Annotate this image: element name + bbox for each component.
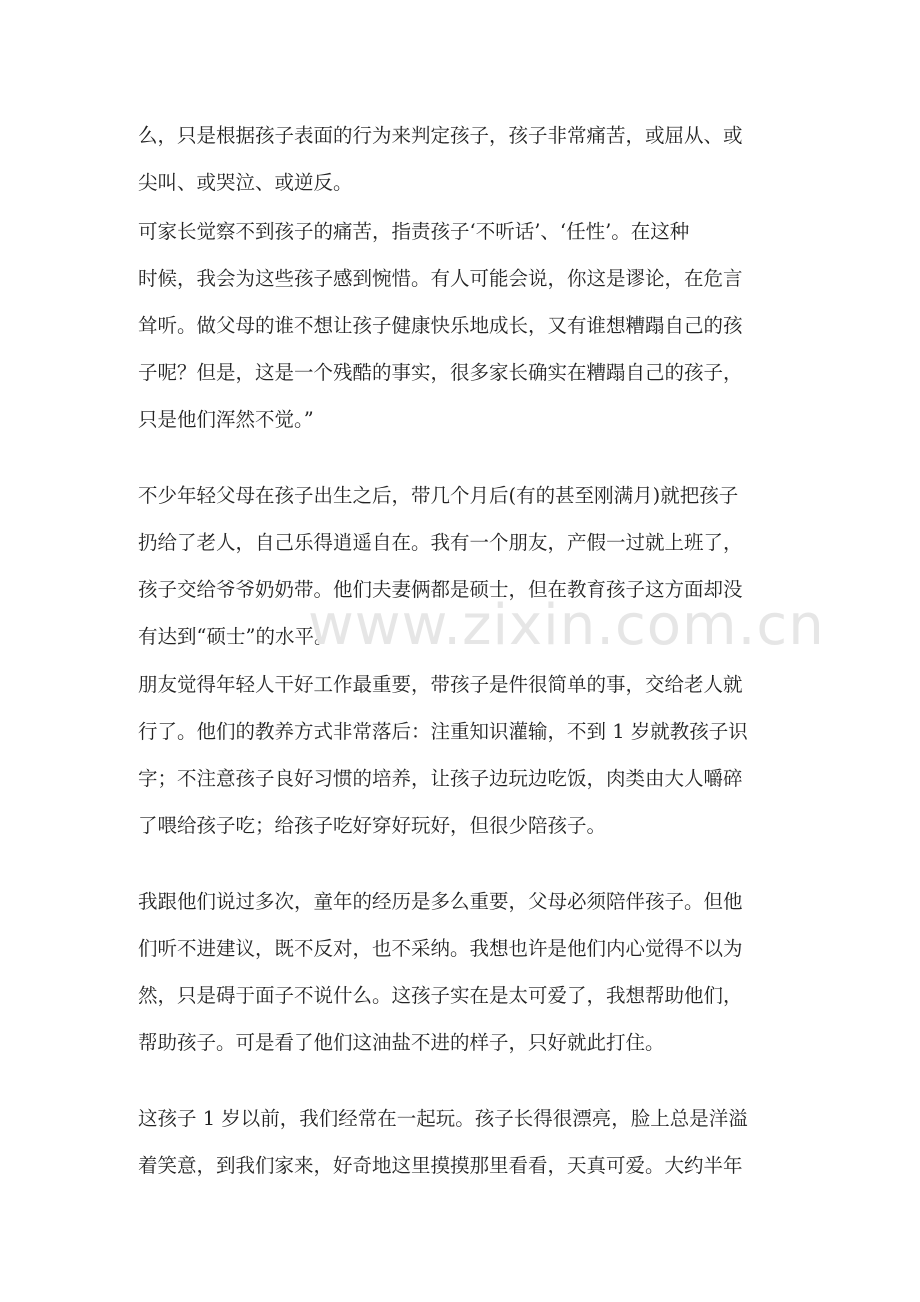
text-line: 然，只是碍于面子不说什么。这孩子实在是太可爱了，我想帮助他们， <box>138 984 743 1007</box>
text-line: 时候，我会为这些孩子感到惋惜。有人可能会说，你这是谬论，在危言 <box>138 267 743 290</box>
text-line: 行了。他们的教养方式非常落后：注重知识灌输，不到 1 岁就教孩子识 <box>138 720 748 743</box>
text-line: 不少年轻父母在孩子出生之后，带几个月后(有的甚至刚满月)就把孩子 <box>138 484 739 507</box>
text-line: 了喂给孩子吃；给孩子吃好穿好玩好，但很少陪孩子。 <box>138 814 607 837</box>
text-line: 我跟他们说过多次，童年的经历是多么重要，父母必须陪伴孩子。但他 <box>138 890 743 913</box>
text-line: 帮助孩子。可是看了他们这油盐不进的样子，只好就此打住。 <box>138 1031 665 1054</box>
text-line: 有达到“硕士”的水平。 <box>138 625 334 648</box>
text-line: 可家长觉察不到孩子的痛苦，指责孩子‘不听话’、‘任性’。在这种 <box>138 220 690 243</box>
text-line: 着笑意，到我们家来，好奇地这里摸摸那里看看，天真可爱。大约半年 <box>138 1154 743 1177</box>
text-line: 朋友觉得年轻人干好工作最重要，带孩子是件很简单的事，交给老人就 <box>138 673 743 696</box>
text-line: 扔给了老人，自己乐得逍遥自在。我有一个朋友，产假一过就上班了， <box>138 531 743 554</box>
text-line: 子呢？但是，这是一个残酷的事实，很多家长确实在糟蹋自己的孩子， <box>138 361 743 384</box>
text-line: 耸听。做父母的谁不想让孩子健康快乐地成长，又有谁想糟蹋自己的孩 <box>138 314 743 337</box>
text-line: 孩子交给爷爷奶奶带。他们夫妻俩都是硕士，但在教育孩子这方面却没 <box>138 578 743 601</box>
text-line: 么，只是根据孩子表面的行为来判定孩子，孩子非常痛苦，或屈从、或 <box>138 124 743 147</box>
text-line: 们听不进建议，既不反对，也不采纳。我想也许是他们内心觉得不以为 <box>138 937 743 960</box>
watermark: www.zixin.com.cn <box>308 593 825 658</box>
text-line: 尖叫、或哭泣、或逆反。 <box>138 171 353 194</box>
text-line: 这孩子 1 岁以前，我们经常在一起玩。孩子长得很漂亮，脸上总是洋溢 <box>138 1107 748 1130</box>
text-line: 只是他们浑然不觉。” <box>138 408 314 431</box>
text-line: 字；不注意孩子良好习惯的培养，让孩子边玩边吃饭，肉类由大人嚼碎 <box>138 767 743 790</box>
